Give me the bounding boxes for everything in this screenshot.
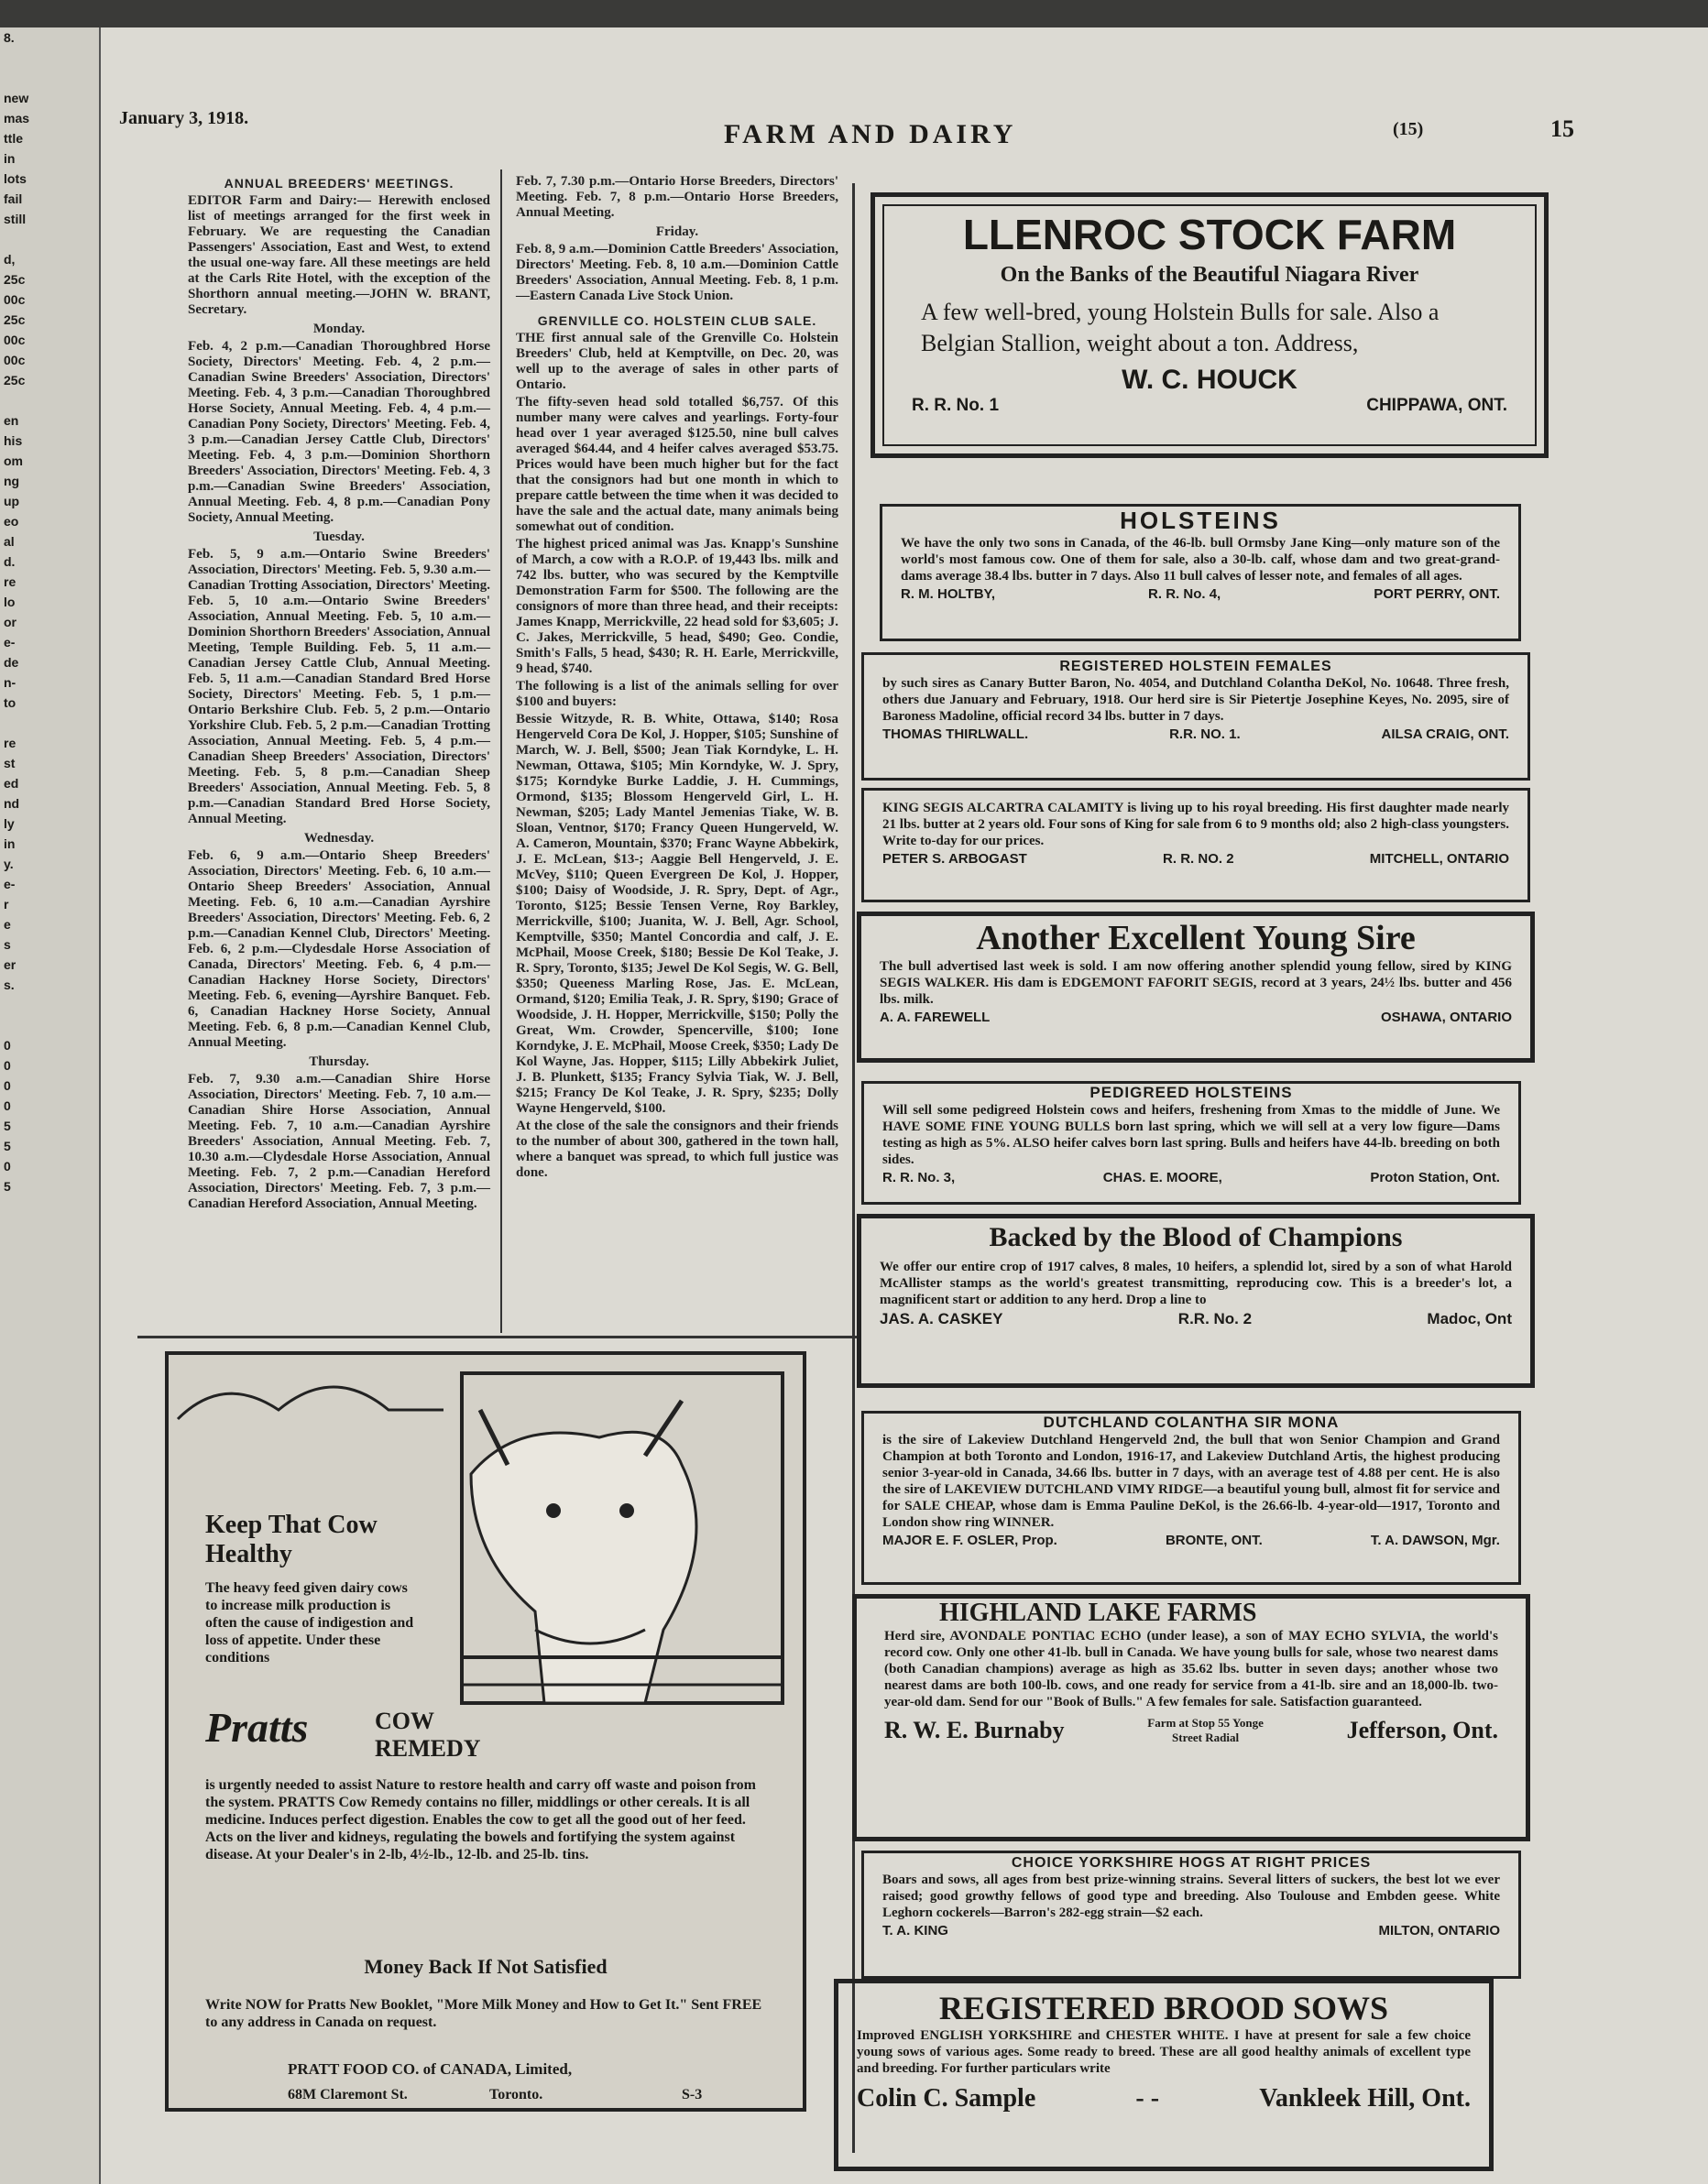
ad-body: The bull advertised last week is sold. I am now offering another splendid young fellow, sired by KING SEGIS WALKER. His dam is EDGEMONT FAFORIT SEGIS, record at 3 years, 24½ lbs. butter and 456 lbs. milk. [880,959,1512,1007]
ad-address: R. R. NO. 2 [1163,851,1234,867]
meeting-list: Feb. 5, 9 a.m.—Ontario Swine Breeders' Association, Directors' Meeting. Feb. 5, 9.30 a.m.—Canadian Trotting Association, Directors' Meeting. Feb. 5, 10 a.m.—Ontario Swine Breeders' Association, Annual Meeting. Feb. 5, 10 a.m.—Dominion Shorthorn Breeders' Association, Annual Meeting, Temple Building. Feb. 5, 11 a.m.—Canadian Jersey Cattle Club, Annual Meeting. Feb. 5, 11 a.m.—Canadian Standard Bred Horse Society, Directors' Meeting. Feb. 5, 1 p.m.—Ontario Berkshire Club. Feb. 5, 2 p.m.—Ontario Yorkshire Club. Feb. 5, 2 p.m.—Canadian Trotting Association, Annual Meeting. Feb. 5, 4 p.m.—Canadian Sheep Breeders' Association, Directors' Meeting. Feb. 5, 8 p.m.—Canadian Sheep Breeders' Association, Annual Meeting. Feb. 5, 8 p.m.—Canadian Standard Bred Horse Society, Annual Meeting. [188,547,490,826]
ad-contact: PETER S. ARBOGAST [882,851,1027,867]
day-heading: Friday. [655,224,699,239]
previous-page-fragment: r [4,897,9,912]
article-paragraph: THE first annual sale of the Grenville Co. Holstein Breeders' Club, held at Kemptville, on Dec. 20, was well up to the average of sales in other parts of Ontario. [516,331,838,392]
article-heading: ANNUAL BREEDERS' MEETINGS. [224,176,454,191]
previous-page-fragment [0,1015,99,1035]
ad-location: Madoc, Ont [1427,1310,1512,1327]
ad-address: R.R. No. 2 [1177,1310,1253,1327]
ad-intro: The heavy feed given dairy cows to increase milk production is often the cause of indigestion and loss of appetite. Under these conditions [205,1580,414,1665]
ad-location: AILSA CRAIG, ONT. [1381,726,1509,742]
ad-registered-brood-sows [834,1979,1494,2171]
ad-contact: W. C. HOUCK [1122,365,1297,395]
previous-page-fragment: e [4,917,11,932]
company-city: Toronto. [489,2087,543,2102]
previous-page-fragment: 5 [4,1179,11,1194]
previous-page-fragment: y. [4,857,14,871]
previous-page-fragment: 8. [4,30,15,45]
page-header [119,79,1574,149]
previous-page-fragment: nd [4,796,20,811]
ad-body: Boars and sows, all ages from best prize-winning strains. Several litters of suckers, the best lot we ever raised; good growthy fellows of good type and breeding. Also Toulouse and Embden geese. White Leghorn cockerels—Barron's 282-egg strain—$2 each. [882,1873,1500,1920]
previous-page-fragment: e- [4,635,16,650]
meeting-list: Feb. 7, 7.30 p.m.—Ontario Horse Breeders, Directors' Meeting. Feb. 7, 8 p.m.—Ontario Horse Breeders, Annual Meeting. [516,174,838,220]
column-rule [852,183,855,2153]
ad-location: Proton Station, Ont. [1370,1170,1500,1185]
ad-location: OSHAWA, ONTARIO [1380,1010,1512,1025]
day-heading: Monday. [312,322,366,336]
ad-location: Vankleek Hill, Ont. [1259,2084,1471,2113]
page-number-paren: (15) [1393,119,1424,139]
previous-page-fragment: 0 [4,1058,11,1073]
ad-title: CHOICE YORKSHIRE HOGS AT RIGHT PRICES [1011,1855,1372,1871]
ad-body: is urgently needed to assist Nature to restore health and carry off waste and poison from the system. PRATTS Cow Remedy contains no filler, middlings or other cereals. It is all medicine. Induces perfect digestion. Enables the cow to get all the good out of her feed. Acts on the liver and kidneys, regulating the bowels and fortifying the system against disease. At your Dealer's in 2-lb, 4½-lb., 12-lb. and 25-lb. tins. [205,1777,757,1862]
ad-contact: CHAS. E. MOORE, [1102,1170,1222,1185]
column-rule [500,169,502,1333]
ad-location: MITCHELL, ONTARIO [1369,851,1509,867]
ad-body: Will sell some pedigreed Holstein cows and heifers, freshening from Xmas to the middle of June. We HAVE SOME FINE YOUNG BULLS born last spring, which we will sell at a very low figure—Dams testing as high as 5%. ALSO heifer calves born last spring. Bulls and heifers have 44-lb. breeding on both sides. [882,1103,1500,1167]
previous-page-fragment: d, [4,252,16,267]
ad-dutchland-colantha [861,1411,1521,1585]
previous-page-fragment: up [4,494,20,508]
ad-separator: - - [1135,2084,1160,2113]
meeting-list: Feb. 7, 9.30 a.m.—Canadian Shire Horse Association, Directors' Meeting. Feb. 7, 10 a.m.—Canadian Shire Horse Association, Annual Meeting. Feb. 7, 10 a.m.—Canadian Ayrshire Breeders' Association, Annual Meeting. Feb. 7, 10.30 a.m.—Clydesdale Horse Association, Annual Meeting. Feb. 7, 2 p.m.—Canadian Hereford Association, Directors' Meeting. Feb. 7, 3 p.m.—Canadian Hereford Association, Annual Meeting. [188,1072,490,1211]
previous-page-fragment: 25c [4,373,26,388]
ad-contact: R. M. HOLTBY, [901,586,996,602]
ad-subtitle: On the Banks of the Beautiful Niagara River [1000,263,1419,287]
previous-page-fragment: lo [4,595,16,609]
previous-page-fragment: fail [4,191,23,206]
previous-page-fragment: re [4,736,16,750]
ad-address: R. R. No. 3, [882,1170,956,1185]
previous-page-fragment: 0 [4,1159,11,1174]
previous-page-fragment: en [4,413,19,428]
previous-page-fragment: s. [4,977,15,992]
ad-contact: Colin C. Sample [857,2084,1036,2113]
ad-body: Herd sire, AVONDALE PONTIAC ECHO (under lease), a son of MAY ECHO SYLVIA, the world's record cow. Only one other 41-lb. bull in Canada. We have young bulls for sale, whose two nearest dams (both Canadian champions) average as high as 35.62 lbs. butter in seven days; another whose two nearest dams are both 100-lb. cows, and one ready for service from a 41-lb. sire and an 18,000-lb. two-year-old dam. Send for our "Book of Bulls." A few females for sale. Satisfaction guaranteed. [884,1629,1498,1709]
ad-location: PORT PERRY, ONT. [1374,586,1500,602]
company-street: 68M Claremont St. [288,2087,408,2102]
previous-page-fragment: in [4,151,16,166]
previous-page-edge [0,27,102,2184]
previous-page-fragment: 00c [4,333,26,347]
ad-address: Farm at Stop 55 Yonge Street Radial [1147,1716,1264,1744]
previous-page-fragment: 25c [4,312,26,327]
ad-body: is the sire of Lakeview Dutchland Hengerveld 2nd, the bull that won Senior Champion and Grand Champion at both Toronto and London, 1916-17, and Lakeview Dutchland Artis, the highest producing senior 3-year-old in Canada, 34.66 lbs. butter in 7 days, with an average test of 4.88 per cent. He is also the sire of LAKEVIEW DUTCHLAND VIMY RIDGE—a beautiful young bull, almost fit for service and for SALE CHEAP, whose dam is Emma Pauline DeKol, is the 26.66-lb. 4-year-old—1917, Toronto and London show ring WINNER. [882,1433,1500,1530]
ad-address: R. R. No. 1 [912,396,1000,415]
previous-page-fragment [0,68,99,88]
article-paragraph: The fifty-seven head sold totalled $6,757. Of this number many were calves and yearlings. Forty-four head over 1 year averaged $125.50, nine bull calves averaged $64.44, and 4 heifer calves averaged $53.75. Prices would have been much higher but for the fact that the consignors had but one month in which to prepare cattle between the time when it was decided to have the sale and the actual date, many animals being somewhat out of condition. [516,395,838,534]
brand-logo: Pratts [205,1704,309,1751]
ad-king-segis [861,788,1530,902]
previous-page-fragment [0,229,99,249]
previous-page-fragment: new [4,91,29,105]
ad-location: Jefferson, Ont. [1346,1717,1498,1743]
previous-page-fragment: still [4,212,27,226]
ad-manager: T. A. DAWSON, Mgr. [1370,1533,1500,1548]
previous-page-fragment: lots [4,171,27,186]
ad-title: LLENROC STOCK FARM [962,211,1457,258]
ad-contact: MAJOR E. F. OSLER, Prop. [882,1533,1057,1548]
ad-address: R.R. NO. 1. [1169,726,1241,742]
ad-pedigreed-holsteins [861,1081,1521,1205]
previous-page-fragment: re [4,574,16,589]
ad-code: S-3 [682,2087,703,2102]
previous-page-fragment: 0 [4,1038,11,1053]
previous-page-fragment [0,713,99,733]
ad-body: Improved ENGLISH YORKSHIRE and CHESTER WHITE. I have at present for sale a few choice young sows of various ages. Some ready to breed. These are all good healthy animals of excellent type and breeding. For further particulars write [857,2028,1471,2076]
previous-page-fragment: mas [4,111,30,126]
previous-page-fragment: to [4,695,16,710]
ad-title: Another Excellent Young Sire [976,919,1416,957]
ad-title: PEDIGREED HOLSTEINS [1089,1084,1293,1101]
previous-page-fragment: er [4,957,16,972]
ad-location: BRONTE, ONT. [1165,1533,1263,1548]
ad-yorkshire-hogs [861,1851,1521,1979]
previous-page-fragment: ttle [4,131,23,146]
guarantee: Money Back If Not Satisfied [364,1955,608,1978]
previous-page-fragment: 0 [4,1078,11,1093]
issue-date: January 3, 1918. [119,108,249,128]
ad-address: R. R. No. 4, [1148,586,1221,602]
masthead-title: FARM AND DAIRY [724,119,1017,149]
previous-page-fragment: 00c [4,353,26,367]
day-heading: Thursday. [309,1054,369,1069]
ad-another-young-sire [857,912,1535,1063]
previous-page-fragment: 00c [4,292,26,307]
previous-page-fragment: ed [4,776,19,791]
previous-page-fragment: de [4,655,19,670]
page-number: 15 [1550,115,1574,142]
previous-page-fragment: or [4,615,16,629]
day-heading: Tuesday. [313,530,365,544]
previous-page-fragment [0,390,99,410]
ad-body: We offer our entire crop of 1917 calves, 8 males, 10 heifers, a splendid lot, sired by a son of what Harold McAllister stamps as the world's greatest transmitting, reproducing cow. This is a breeder's lot, a magnificent start or addition to any herd. Drop a line to [880,1260,1512,1307]
product-name: COW REMEDY [375,1708,481,1762]
article-heading: GRENVILLE CO. HOLSTEIN CLUB SALE. [537,313,817,328]
previous-page-fragment: ly [4,816,15,831]
meeting-list: Feb. 6, 9 a.m.—Ontario Sheep Breeders' Association, Directors' Meeting. Feb. 6, 10 a.m.—Ontario Sheep Breeders' Association, Annual Meeting. Feb. 6, 10 a.m.—Canadian Ayrshire Breeders' Association, Directors' Meeting. Feb. 6, 2 p.m.—Canadian Kennel Club, Directors' Meeting. Feb. 6, 2 p.m.—Clydesdale Horse Association of Canada, Directors' Meeting. Feb. 6, 4 p.m.—Canadian Hackney Horse Society, Directors' Meeting. Feb. 6, evening—Ayrshire Banquet. Feb. 6, Canadian Hackney Horse Society, Annual Meeting. Feb. 6, 8 p.m.—Canadian Kennel Club, Annual Meeting. [188,848,490,1050]
breeders-meetings-column [188,174,490,1214]
previous-page-fragment: st [4,756,16,770]
pratts-cow-remedy-ad [165,1351,806,2112]
previous-page-fragment: 0 [4,1098,11,1113]
article-paragraph: At the close of the sale the consignors and their friends to the number of about 300, gathered in the town hall, where a banquet was spread, to which full justice was done. [516,1119,838,1180]
ad-title: REGISTERED HOLSTEIN FEMALES [1059,659,1332,674]
ad-body: We have the only two sons in Canada, of the 46-lb. bull Ormsby Jane King—only mature son of the world's most famous cow. One of them for sale, also a 30-lb. calf, whose dam and two great-grand-dams average 38.4 lbs. butter in 7 days. Also 11 bull calves of lesser note, and females of all ages. [901,536,1500,584]
section-rule [137,1336,857,1338]
previous-page-fragment: ng [4,474,20,488]
previous-page-fragment: e- [4,877,16,891]
previous-page-fragment [0,48,99,68]
ad-highland-lake-farms [852,1594,1530,1841]
article-intro: EDITOR Farm and Dairy:— Herewith enclosed list of meetings arranged for the first week in February. We are requesting the Canadian Passengers' Association, East and West, to extend the usual one-way fare. All these meetings are held at the Carls Rite Hotel, with the exception of the Shorthorn annual meeting.—JOHN W. BRANT, Secretary. [188,193,490,317]
previous-page-fragment: eo [4,514,19,529]
ad-contact: JAS. A. CASKEY [880,1310,1003,1327]
ad-contact: T. A. KING [882,1923,948,1938]
previous-page-fragment: s [4,937,11,952]
ad-title: HOLSTEINS [1120,507,1281,534]
previous-page-fragment: 5 [4,1139,11,1153]
ad-title: REGISTERED BROOD SOWS [938,1990,1389,2026]
ad-title: DUTCHLAND COLANTHA SIR MONA [1043,1414,1340,1431]
ad-contact: R. W. E. Burnaby [884,1717,1065,1743]
ad-title: HIGHLAND LAKE FARMS [939,1599,1257,1627]
ad-location: MILTON, ONTARIO [1378,1923,1500,1938]
previous-page-fragment: n- [4,675,16,690]
previous-page-fragment [0,995,99,1015]
ad-headline: Keep That Cow Healthy [205,1511,378,1568]
ad-blood-of-champions [857,1214,1535,1388]
day-heading: Wednesday. [303,831,375,846]
previous-page-fragment: 5 [4,1119,11,1133]
ad-body: by such sires as Canary Butter Baron, No. 4054, and Dutchland Colantha DeKol, No. 10648. Three fresh, others due January and February, 1918. Our herd sire is Sir Pietertje Josephine Keyes, No. 2095, sire of Baroness Madoline, official record 34 lbs. butter in 7 days. [882,676,1509,724]
company-name: PRATT FOOD CO. of CANADA, Limited, [288,2060,573,2078]
ad-title: Backed by the Blood of Champions [989,1222,1403,1252]
ad-body: A few well-bred, young Holstein Bulls for sale. Also a Belgian Stallion, weight about a ton. Address, [921,299,1440,356]
meeting-list: Feb. 4, 2 p.m.—Canadian Thoroughbred Horse Society, Directors' Meeting. Feb. 4, 2 p.m.—Canadian Swine Breeders' Association, Directors' Meeting. Feb. 4, 3 p.m.—Canadian Thoroughbred Horse Society, Annual Meeting. Feb. 4, 4 p.m.—Canadian Pony Society, Directors' Meeting. Feb. 4, 3 p.m.—Canadian Jersey Cattle Club, Directors' Meeting. Feb. 4, 3 p.m.—Dominion Shorthorn Breeders' Association, Directors' Meeting. Feb. 4, 3 p.m.—Canadian Swine Breeders' Association, Annual Meeting. Feb. 4, 8 p.m.—Canadian Pony Society, Annual Meeting. [188,339,490,525]
ad-body: KING SEGIS ALCARTRA CALAMITY is living up to his royal breeding. His first daughter made nearly 21 lbs. butter at 2 years old. Four sons of King for sale from 6 to 9 months old; also 2 high-class youngsters. Write to-day for our prices. [882,801,1509,848]
ad-holsteins [880,504,1521,641]
previous-page-fragment: 25c [4,272,26,287]
previous-page-fragment: in [4,836,16,851]
ad-registered-holstein-females [861,652,1530,781]
ad-offer: Write NOW for Pratts New Booklet, "More Milk Money and How to Get It." Sent FREE to any address in Canada on request. [205,1997,762,2030]
article-paragraph: Bessie Witzyde, R. B. White, Ottawa, $140; Rosa Hengerveld Cora De Kol, J. Hopper, $105; Sunshine of March, W. J. Bell, $500; Jean Tiak Korndyke, L. H. Newman, Ottawa, $105; Min Korndyke, W. J. Spry, $175; Korndyke Burke Laddie, J. H. Cummings, Ormond, $135; Blossom Hengerveld Girl, L. H. Newman, $205; Lady Mantel Jemenias Tiake, W. B. Sloan, Ventnor, $170; Francy Queen Hungerveld, W. A. Cameron, Mountain, $370; Franc Wayne Abbekirk, J. E. McLean, $13-; Aaggie Bell Hengerveld, J. E. McVey, $110; Queen Evergreen De Kol, J. Hopper, $100; Daisy of Woodside, J. R. Spry, Dept. of Agr., Toronto, $125; Bessie Tensen Verne, Roy Barkley, Merrickville, $100; Juanita, W. J. Bell, Agr. School, Kemptville, $350; Mantel Concordia and calf, J. E. McPhail, Moose Creek, $180; Bessie De Kol Teake, J. R. Spry, Toronto, $135; Jewel De Kol Segis, W. G. Bell, $350; Queeness Marling Rose, Jas. E. McLean, Ormand, $120; Emilia Teak, J. R. Spry, $190; Grace of Woodside, J. H. Hopper, Merrickville, $150; Polly the Great, Wm. Crowder, Spencerville, $100; Ione Korndyke, J. E. McPhail, Moose Creek, $350; Lady De Kol Wayne, Jas. Hopper, $115; Lilly Abbekirk Juliet, J. B. Plunkett, $135; Francy Sylvia Tiak, W. J. Bell, $215; Francy De Kol Teake, J. R. Spry, $235; Dolly Wayne Hengerveld, $100. [516,712,838,1116]
meeting-list: Feb. 8, 9 a.m.—Dominion Cattle Breeders' Association, Directors' Meeting. Feb. 8, 10 a.m.—Dominion Cattle Breeders' Association, Annual Meeting. Feb. 8, 1 p.m.—Eastern Canada Live Stock Union. [516,242,838,303]
previous-page-fragment: al [4,534,15,549]
ad-contact: THOMAS THIRLWALL. [882,726,1029,742]
grenville-sale-column [516,174,838,1183]
previous-page-fragment: his [4,433,23,448]
previous-page-fragment: om [4,453,23,468]
article-paragraph: The highest priced animal was Jas. Knapp's Sunshine of March, a cow with a R.O.P. of 19,443 lbs. milk and 742 lbs. butter, who was secured by the Kemptville Demonstration Farm for $500. The following are the consignors of more than three head, and their receipts: James Knapp, Merrickville, 22 head sold for $3,605; J. C. Jakes, Merrickville, 5 head, $490; Geo. Condie, Smith's Falls, 5 head, $430; R. H. Earle, Merrickville, 9 head, $740. [516,537,838,676]
ad-location: CHIPPAWA, ONT. [1366,396,1507,415]
article-paragraph: The following is a list of the animals selling for over $100 and buyers: [516,679,838,709]
ad-contact: A. A. FAREWELL [880,1010,991,1025]
previous-page-fragment: d. [4,554,16,569]
ad-llenroc [870,192,1549,458]
